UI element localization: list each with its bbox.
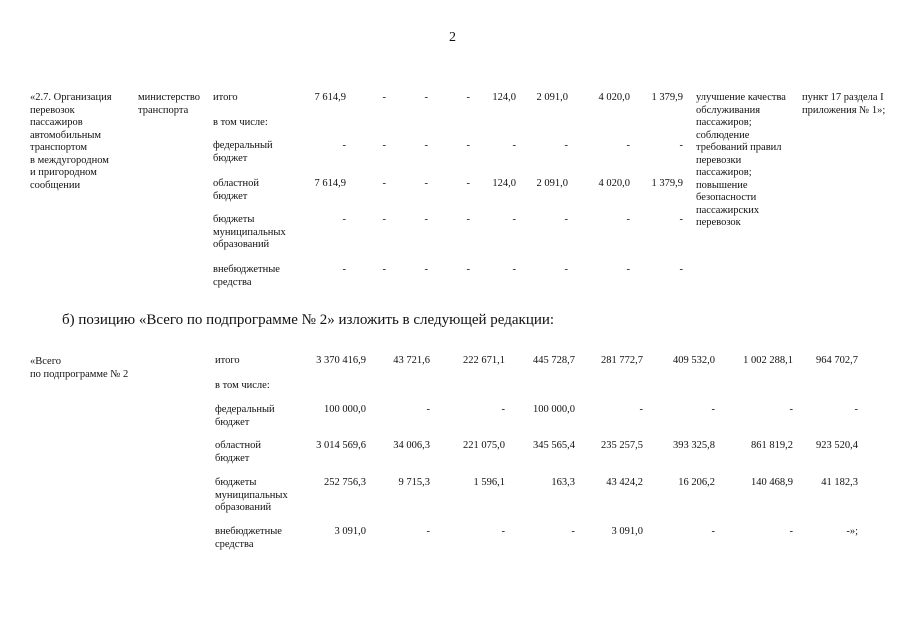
total-name-line: по подпрограмме № 2 bbox=[30, 368, 129, 380]
funding-value-cell: 3 091,0 bbox=[611, 526, 643, 537]
item-name-line: и пригородном bbox=[30, 167, 97, 178]
funding-value-cell: 1 596,1 bbox=[473, 477, 505, 488]
funding-source-label bbox=[215, 526, 282, 551]
funding-source-label bbox=[215, 404, 275, 429]
funding-value-cell: 252 756,3 bbox=[324, 477, 366, 488]
item-name-line: транспортом bbox=[30, 142, 88, 153]
funding-value-cell: - bbox=[382, 178, 386, 189]
funding-value-cell: - bbox=[342, 264, 346, 275]
funding-source-label bbox=[213, 178, 259, 203]
funding-value-cell: - bbox=[501, 526, 505, 537]
funding-value-cell: - bbox=[789, 526, 793, 537]
funding-source-label-line: бюджет bbox=[215, 452, 250, 464]
funding-value-cell: - bbox=[571, 526, 575, 537]
goal-line: безопасности bbox=[696, 192, 757, 203]
funding-value-cell: - bbox=[512, 264, 516, 275]
funding-value-cell: - bbox=[679, 264, 683, 275]
funding-value-cell: 235 257,5 bbox=[601, 440, 643, 451]
funding-value-cell: 100 000,0 bbox=[324, 404, 366, 415]
funding-source-label-line: внебюджетные bbox=[215, 526, 282, 537]
funding-source-label-line: областной bbox=[215, 440, 261, 451]
funding-source-label-line: образований bbox=[213, 239, 270, 250]
funding-value-cell: - bbox=[424, 92, 428, 103]
reference-line: приложения № 1»; bbox=[802, 104, 886, 116]
page-number: 2 bbox=[449, 30, 456, 45]
funding-value-cell: 1 002 288,1 bbox=[743, 355, 793, 366]
funding-value-cell: - bbox=[424, 178, 428, 189]
funding-value-cell: - bbox=[854, 404, 858, 415]
responsible-executor bbox=[138, 92, 213, 117]
ministry-line: транспорта bbox=[138, 104, 189, 116]
funding-value-cell: 281 772,7 bbox=[601, 355, 643, 366]
funding-value-cell: - bbox=[466, 140, 470, 151]
item-name-line: перевозок bbox=[30, 104, 75, 116]
funding-value-cell: 2 091,0 bbox=[536, 92, 568, 103]
funding-value-cell: 43 721,6 bbox=[393, 355, 430, 366]
funding-source-label bbox=[213, 140, 273, 165]
funding-value-cell: - bbox=[382, 214, 386, 225]
goal-line: пассажиров; bbox=[696, 167, 752, 178]
goal-line: соблюдение bbox=[696, 129, 750, 141]
expected-results bbox=[696, 92, 796, 230]
funding-value-cell: 3 014 569,6 bbox=[316, 440, 366, 451]
funding-value-cell: - bbox=[512, 214, 516, 225]
funding-value-cell: 222 671,1 bbox=[463, 355, 505, 366]
funding-value-cell: - bbox=[424, 214, 428, 225]
funding-source-label-line: итого bbox=[213, 92, 238, 103]
funding-value-cell: 3 091,0 bbox=[334, 526, 366, 537]
funding-value-cell: - bbox=[382, 140, 386, 151]
reference-line: пункт 17 раздела I bbox=[802, 92, 884, 103]
item-name-line: автомобильным bbox=[30, 129, 102, 141]
funding-value-cell: - bbox=[424, 140, 428, 151]
funding-value-cell: 393 325,8 bbox=[673, 440, 715, 451]
goal-line: перевозки bbox=[696, 154, 742, 166]
funding-value-cell: 4 020,0 bbox=[598, 178, 630, 189]
funding-value-cell: 3 370 416,9 bbox=[316, 355, 366, 366]
funding-value-cell: 16 206,2 bbox=[678, 477, 715, 488]
funding-value-cell: - bbox=[426, 404, 430, 415]
funding-value-cell: - bbox=[466, 214, 470, 225]
funding-value-cell: - bbox=[426, 526, 430, 537]
funding-value-cell: 221 075,0 bbox=[463, 440, 505, 451]
funding-value-cell: - bbox=[679, 214, 683, 225]
funding-value-cell: 163,3 bbox=[551, 477, 575, 488]
funding-value-cell: - bbox=[711, 526, 715, 537]
item-name-line: пассажиров bbox=[30, 117, 83, 128]
funding-value-cell: 34 006,3 bbox=[393, 440, 430, 451]
funding-value-cell: 41 182,3 bbox=[821, 477, 858, 488]
ministry-line: министерство bbox=[138, 92, 201, 103]
funding-source-label-line: в том числе: bbox=[213, 117, 268, 128]
goal-line: требований правил bbox=[696, 142, 782, 153]
funding-source-label-line: в том числе: bbox=[215, 380, 270, 391]
funding-value-cell: - bbox=[626, 214, 630, 225]
funding-value-cell: - bbox=[342, 214, 346, 225]
funding-value-cell: - bbox=[342, 140, 346, 151]
amendment-instruction: б) позицию «Всего по подпрограмме № 2» изложить в следующей редакции: bbox=[62, 312, 555, 328]
subprogram-total-name bbox=[30, 356, 170, 381]
funding-value-cell: 1 379,9 bbox=[651, 92, 683, 103]
funding-source-label bbox=[213, 117, 268, 130]
goal-line: пассажирских bbox=[696, 204, 760, 216]
item-name-line: в междугородном bbox=[30, 154, 109, 166]
funding-source-label bbox=[215, 355, 240, 368]
funding-source-label-line: образований bbox=[215, 502, 272, 513]
item-name-line: «2.7. Организация bbox=[30, 92, 112, 103]
funding-source-label-line: федеральный bbox=[213, 140, 273, 151]
funding-source-label-line: бюджет bbox=[215, 416, 250, 428]
funding-value-cell: 7 614,9 bbox=[314, 178, 346, 189]
funding-value-cell: - bbox=[424, 264, 428, 275]
funding-value-cell: - bbox=[789, 404, 793, 415]
funding-value-cell: 1 379,9 bbox=[651, 178, 683, 189]
funding-value-cell: 4 020,0 bbox=[598, 92, 630, 103]
funding-value-cell: - bbox=[466, 92, 470, 103]
funding-value-cell: 964 702,7 bbox=[816, 355, 858, 366]
indicator-reference bbox=[802, 92, 902, 117]
funding-value-cell: - bbox=[711, 404, 715, 415]
total-name-line: «Всего bbox=[30, 356, 61, 367]
funding-source-label-line: областной bbox=[213, 178, 259, 189]
funding-value-cell: 124,0 bbox=[492, 92, 516, 103]
funding-source-label-line: муниципальных bbox=[215, 489, 288, 501]
funding-value-cell: - bbox=[564, 140, 568, 151]
funding-value-cell: - bbox=[639, 404, 643, 415]
funding-value-cell: -»; bbox=[846, 526, 858, 537]
funding-value-cell: 9 715,3 bbox=[398, 477, 430, 488]
funding-source-label-line: муниципальных bbox=[213, 226, 286, 238]
funding-source-label-line: средства bbox=[215, 538, 254, 550]
goal-line: обслуживания bbox=[696, 104, 761, 116]
funding-value-cell: - bbox=[466, 264, 470, 275]
funding-value-cell: 2 091,0 bbox=[536, 178, 568, 189]
funding-source-label-line: бюджеты bbox=[213, 214, 255, 225]
funding-value-cell: 409 532,0 bbox=[673, 355, 715, 366]
goal-line: улучшение качества bbox=[696, 92, 786, 103]
funding-value-cell: 861 819,2 bbox=[751, 440, 793, 451]
funding-value-cell: 43 424,2 bbox=[606, 477, 643, 488]
funding-source-label-line: итого bbox=[215, 355, 240, 366]
funding-source-label bbox=[215, 440, 261, 465]
funding-source-label bbox=[213, 92, 238, 105]
funding-value-cell: 140 468,9 bbox=[751, 477, 793, 488]
funding-value-cell: - bbox=[466, 178, 470, 189]
funding-value-cell: 445 728,7 bbox=[533, 355, 575, 366]
funding-value-cell: - bbox=[626, 140, 630, 151]
funding-value-cell: 345 565,4 bbox=[533, 440, 575, 451]
funding-value-cell: - bbox=[679, 140, 683, 151]
goal-line: повышение bbox=[696, 179, 748, 191]
program-item-name bbox=[30, 92, 125, 192]
goal-line: перевозок bbox=[696, 217, 741, 228]
funding-value-cell: - bbox=[501, 404, 505, 415]
funding-source-label bbox=[215, 477, 288, 515]
funding-value-cell: 7 614,9 bbox=[314, 92, 346, 103]
funding-value-cell: - bbox=[564, 264, 568, 275]
funding-source-label-line: средства bbox=[213, 276, 252, 288]
funding-value-cell: - bbox=[382, 264, 386, 275]
funding-source-label-line: бюджеты bbox=[215, 477, 257, 488]
funding-source-label-line: бюджет bbox=[213, 190, 248, 202]
funding-source-label-line: бюджет bbox=[213, 152, 248, 164]
item-name-line: сообщении bbox=[30, 179, 81, 191]
funding-value-cell: 923 520,4 bbox=[816, 440, 858, 451]
funding-value-cell: - bbox=[564, 214, 568, 225]
funding-source-label bbox=[215, 380, 270, 393]
goal-line: пассажиров; bbox=[696, 117, 752, 128]
funding-value-cell: 124,0 bbox=[492, 178, 516, 189]
funding-value-cell: - bbox=[382, 92, 386, 103]
funding-source-label-line: внебюджетные bbox=[213, 264, 280, 275]
funding-value-cell: - bbox=[626, 264, 630, 275]
funding-source-label-line: федеральный bbox=[215, 404, 275, 415]
funding-value-cell: 100 000,0 bbox=[533, 404, 575, 415]
funding-value-cell: - bbox=[512, 140, 516, 151]
